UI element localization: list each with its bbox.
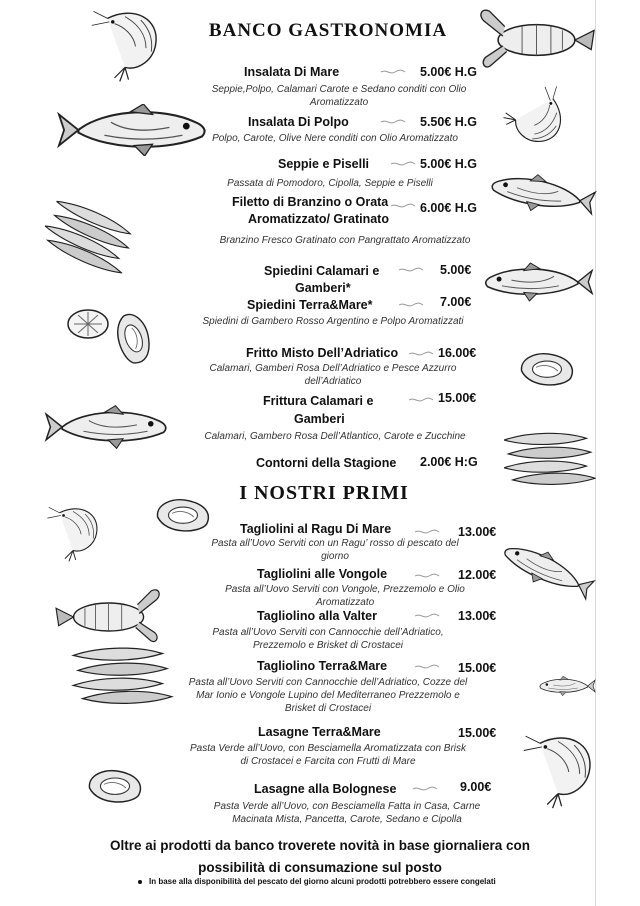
item-description: Pasta Verde all’Uovo, con Besciamella Aromatizzata con Brisk di Crostacei e Farcita con Frutti di Mare bbox=[189, 743, 467, 767]
item-name: Insalata Di Polpo bbox=[248, 115, 349, 129]
mussel-icon bbox=[84, 768, 146, 808]
item-price: 5.00€ H.G bbox=[420, 65, 477, 79]
item-description: Polpo, Carote, Olive Nere conditi con Olio Aromatizzato bbox=[212, 133, 458, 144]
fish-icon bbox=[488, 160, 596, 228]
item-name: Frittura Calamari e bbox=[263, 394, 374, 408]
section-title-primi: I NOSTRI PRIMI bbox=[239, 482, 409, 504]
item-name: Insalata Di Mare bbox=[244, 65, 340, 79]
dash-icon bbox=[414, 613, 440, 619]
item-name: Filetto di Branzino o Orata bbox=[232, 195, 389, 209]
item-name: Tagliolino alla Valter bbox=[257, 609, 377, 623]
item-price: 2.00€ H:G bbox=[420, 455, 478, 469]
lobster-icon bbox=[44, 582, 174, 652]
item-price: 5.00€ H.G bbox=[420, 157, 477, 171]
item-description: Pasta all’Uovo Serviti con Vongole, Prezzemolo e Olio Aromatizzato bbox=[225, 584, 465, 608]
item-name: Tagliolini al Ragu Di Mare bbox=[240, 522, 392, 536]
fish-icon bbox=[538, 666, 596, 706]
sardines-icon bbox=[60, 646, 186, 708]
item-price: 15.00€ bbox=[458, 726, 497, 740]
item-price: 12.00€ bbox=[458, 568, 497, 582]
fish-icon bbox=[498, 534, 596, 606]
item-name: Contorni della Stagione bbox=[256, 456, 397, 470]
dash-icon bbox=[412, 786, 438, 792]
item-price: 7.00€ bbox=[440, 295, 472, 309]
item-name-line2: Gamberi* bbox=[295, 281, 351, 295]
shrimp-icon bbox=[90, 4, 160, 94]
item-price: 9.00€ bbox=[460, 780, 492, 794]
dash-icon bbox=[380, 69, 406, 75]
dash-icon bbox=[398, 267, 424, 273]
item-price: 6.00€ H.G bbox=[420, 201, 477, 215]
footnote-text: In base alla disponibilità del pescato del giorno alcuni prodotti potrebbero essere congelati bbox=[149, 877, 496, 886]
bullet-icon bbox=[138, 880, 142, 884]
shrimp-icon bbox=[522, 734, 594, 812]
item-name: Spiedini Calamari e bbox=[264, 264, 380, 278]
item-name-line2: Gamberi bbox=[294, 412, 345, 426]
item-description: Pasta all’Uovo Serviti con un Ragu’ rosso di pescato del giorno bbox=[211, 538, 459, 562]
item-description: Pasta all’Uovo Serviti con Cannocchie dell’Adriatico, Prezzemolo e Brisket di Crostacei bbox=[212, 627, 444, 651]
item-description: Passata di Pomodoro, Cipolla, Seppie e Piselli bbox=[227, 178, 433, 189]
sardines-icon bbox=[44, 196, 134, 280]
dash-icon bbox=[408, 351, 434, 357]
item-description: Branzino Fresco Gratinato con Pangrattato Aromatizzato bbox=[219, 235, 471, 246]
item-name: Tagliolini alle Vongole bbox=[257, 567, 388, 581]
item-description: Pasta all’Uovo Serviti con Cannocchie dell’Adriatico, Cozze del Mar Ionio e Vongole Lupino del Mediterraneo Prezzemolo e Brisket di Crostacei bbox=[188, 677, 468, 714]
fish-icon bbox=[48, 104, 218, 156]
item-price: 16.00€ bbox=[438, 346, 477, 360]
item-description: Pasta Verde all’Uovo, con Besciamella Fatta in Casa, Carne Macinata Mista, Pancetta, Carote, Sedano e Cipolla bbox=[213, 801, 481, 825]
item-price: 13.00€ bbox=[458, 525, 497, 539]
fish-icon bbox=[482, 262, 594, 302]
item-price: 5.50€ H.G bbox=[420, 115, 477, 129]
oyster-icon bbox=[104, 306, 160, 372]
fish-icon bbox=[44, 396, 170, 458]
item-description: Seppie,Polpo, Calamari Carote e Sedano conditi con Olio Aromatizzato bbox=[211, 84, 467, 108]
item-description: Calamari, Gamberi Rosa Dell’Adriatico e Pesce Azzurro dell’Adriatico bbox=[209, 363, 457, 387]
shrimp-icon bbox=[44, 506, 102, 564]
dash-icon bbox=[380, 119, 406, 125]
mussel-icon bbox=[518, 350, 576, 392]
dash-icon bbox=[414, 529, 440, 535]
closing-note: Oltre ai prodotti da banco troverete novità in base giornaliera con possibilità di consumazione sul posto bbox=[109, 838, 531, 875]
dash-icon bbox=[390, 203, 416, 209]
item-name: Seppie e Piselli bbox=[278, 157, 370, 171]
item-name: Tagliolino Terra&Mare bbox=[257, 659, 388, 673]
item-description: Spiedini di Gambero Rosso Argentino e Polpo Aromatizzati bbox=[202, 316, 464, 327]
item-price: 5.00€ bbox=[440, 263, 472, 277]
dash-icon bbox=[398, 302, 424, 308]
section-title-banco: BANCO GASTRONOMIA bbox=[208, 20, 448, 41]
item-name: Fritto Misto Dell’Adriatico bbox=[246, 346, 399, 360]
shrimp-icon bbox=[488, 86, 576, 148]
item-name: Spiedini Terra&Mare* bbox=[247, 298, 373, 312]
item-name: Lasagne Terra&Mare bbox=[258, 725, 381, 739]
item-name-line2: Aromatizzato/ Gratinato bbox=[248, 212, 389, 226]
footnote bbox=[138, 877, 496, 886]
item-name: Lasagne alla Bolognese bbox=[254, 782, 397, 796]
dash-icon bbox=[414, 664, 440, 670]
item-price: 13.00€ bbox=[458, 609, 497, 623]
dash-icon bbox=[414, 573, 440, 579]
item-description: Calamari, Gambero Rosa Dell’Atlantico, Carote e Zucchine bbox=[204, 431, 466, 442]
dash-icon bbox=[408, 397, 434, 403]
item-price: 15.00€ bbox=[458, 661, 497, 675]
item-price: 15.00€ bbox=[438, 391, 477, 405]
dash-icon bbox=[390, 161, 416, 167]
